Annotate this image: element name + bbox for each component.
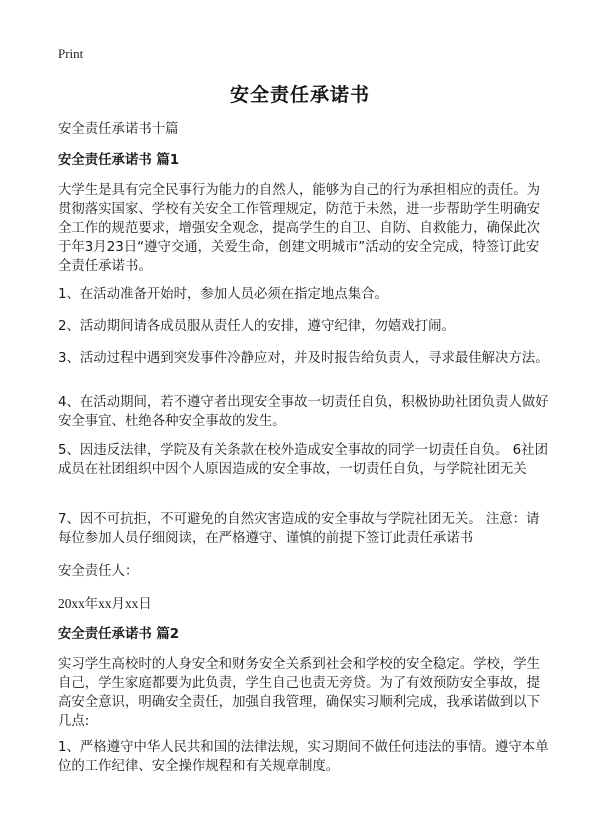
section2-paragraph: 实习学生高校时的人身安全和财务安全关系到社会和学校的安全稳定。学校，学生自己，学生家庭都要为此负责，学生自己也责无旁贷。为了有效预防安全事故，提高安全意识，明确安全责任，加强自我管理，确保实习顺利完成，我承诺做到以下几点: (58, 657, 541, 729)
section1-item: 2、活动期间请各成员服从责任人的安排，遵守纪律，勿嬉戏打闹。 (58, 319, 455, 334)
section1-item: 5、因违反法律，学院及有关条款在校外造成安全事故的同学一切责任自负。 6社团成员在社团组织中因个人原因造成的安全事故，一切责任自负，与学院社团无关 (58, 443, 548, 477)
section1-item: 4、在活动期间，若不遵守者出现安全事故一切责任自负，积极协助社团负责人做好安全事宜、杜绝各种安全事故的发生。 (58, 395, 549, 429)
page-title: 安全责任承诺书 (229, 84, 370, 106)
section1-item: 3、活动过程中遇到突发事件冷静应对，并及时报告给负责人，寻求最佳解决方法。 (58, 351, 549, 366)
intro-text: 安全责任承诺书十篇 (58, 122, 179, 137)
section2-item: 1、严格遵守中华人民共和国的法律法规，实习期间不做任何违法的事情。遵守本单位的工作纪律、安全操作规程和有关规章制度。 (58, 740, 549, 774)
signer-line: 安全责任人： (58, 564, 139, 579)
section1-item: 1、在活动准备开始时，参加人员必须在指定地点集合。 (58, 287, 388, 302)
section1-heading: 安全责任承诺书 篇1 (58, 153, 180, 168)
print-label[interactable]: Print (58, 46, 84, 61)
section1-item: 7、因不可抗拒，不可避免的自然灾害造成的安全事故与学院社团无关。 注意：请每位参加人员仔细阅读，在严格遵守、谨慎的前提下签订此责任承诺书 (58, 512, 540, 546)
section1-paragraph: 大学生是具有完全民事行为能力的自然人，能够为自己的行为承担相应的责任。为贯彻落实国家、学校有关安全工作管理规定，防范于未然，进一步帮助学生明确安全工作的规范要求，增强安全观念，提高学生的自卫、自防、自救能力，确保此次于年3月23日“遵守交通，关爱生命，创建文明城市”活动的安全完成，特签订此安全责任承诺书。 (58, 183, 541, 274)
date-line: 20xx年xx月xx日 (58, 596, 152, 611)
section2-heading: 安全责任承诺书 篇2 (58, 627, 180, 642)
